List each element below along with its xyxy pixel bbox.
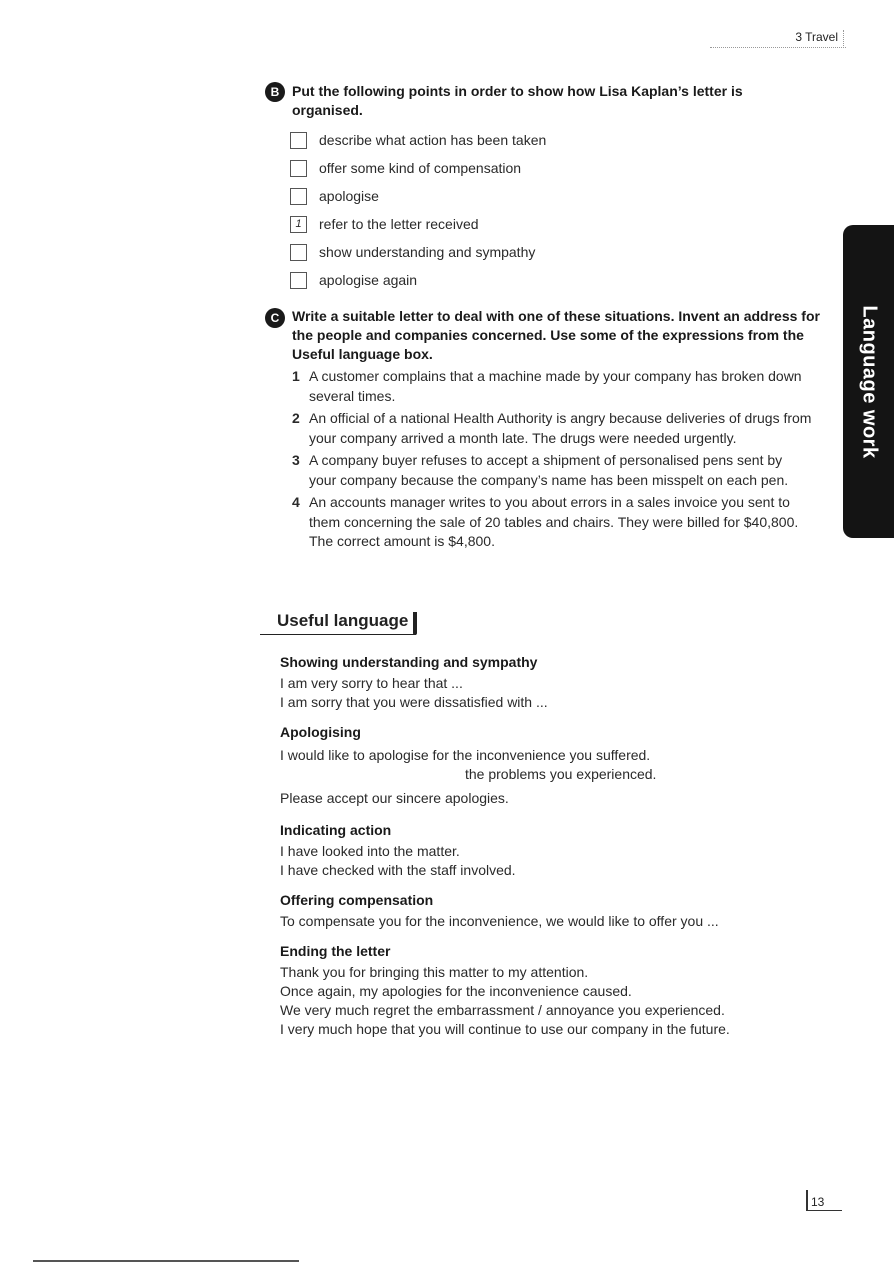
phrase-group-compensation: [280, 892, 840, 931]
phrase-group-sympathy: [280, 654, 840, 712]
item-text: An official of a national Health Authority is angry because deliveries of drugs from your company arrived a month late. The drugs were needed urgently.: [309, 410, 812, 446]
phrase-line: I would like to apologise for the inconvenience you suffered.: [280, 747, 651, 763]
order-checkbox[interactable]: [290, 132, 307, 149]
phrase-line: I have looked into the matter.: [280, 843, 460, 859]
phrase-heading: Apologising: [280, 724, 361, 740]
running-header: 3 Travel: [795, 30, 838, 44]
item-number: 1: [292, 368, 300, 384]
ordering-list: [290, 126, 546, 294]
list-item: [292, 493, 812, 552]
section-c-title: Write a suitable letter to deal with one of these situations. Invent an address for the people and companies concerned. Use some of the expressions from the Useful language box.: [292, 308, 820, 362]
footer-rule: [33, 1260, 299, 1262]
phrase-line: To compensate you for the inconvenience, we would like to offer you ...: [280, 913, 719, 929]
useful-language-title: Useful language: [277, 611, 409, 630]
header-rule: [710, 47, 846, 48]
phrase-heading: Indicating action: [280, 822, 392, 838]
list-item: [290, 182, 546, 210]
item-number: 3: [292, 452, 300, 468]
useful-language-rule: [260, 634, 416, 635]
useful-language-hook: [413, 612, 417, 635]
header-tick: [843, 30, 844, 48]
phrase-heading: Ending the letter: [280, 943, 391, 959]
phrase-line: We very much regret the embarrassment / annoyance you experienced.: [280, 1002, 725, 1018]
list-item-text: apologise: [319, 188, 379, 204]
list-item: [292, 409, 812, 448]
section-c-badge: C: [265, 308, 285, 328]
phrase-line: Once again, my apologies for the inconvenience caused.: [280, 983, 632, 999]
list-item-text: apologise again: [319, 272, 418, 288]
list-item-text: describe what action has been taken: [319, 132, 547, 148]
order-checkbox[interactable]: [290, 160, 307, 177]
page-number: 13: [811, 1195, 825, 1209]
item-text: A customer complains that a machine made by your company has broken down several times.: [309, 368, 802, 404]
list-item-text: show understanding and sympathy: [319, 244, 536, 260]
order-checkbox[interactable]: [290, 244, 307, 261]
list-item: [292, 367, 812, 406]
order-checkbox[interactable]: [290, 188, 307, 205]
phrase-group-ending: [280, 943, 840, 1039]
list-item-text: offer some kind of compensation: [319, 160, 522, 176]
item-number: 2: [292, 410, 300, 426]
list-item: [290, 154, 546, 182]
list-item: [290, 266, 546, 294]
situations-list: [292, 367, 812, 555]
phrase-group-action: [280, 822, 840, 880]
list-item-text: refer to the letter received: [319, 216, 479, 232]
order-checkbox[interactable]: [290, 272, 307, 289]
phrase-line: Thank you for bringing this matter to my attention.: [280, 964, 589, 980]
phrase-line: the problems you experienced.: [465, 766, 657, 782]
item-text: A company buyer refuses to accept a shipment of personalised pens sent by your company because the company’s name has been misspelt on each pen.: [309, 452, 789, 488]
phrase-line: I am very sorry to hear that ...: [280, 675, 463, 691]
list-item: [292, 451, 812, 490]
section-b-badge: B: [265, 82, 285, 102]
phrase-line: Please accept our sincere apologies.: [280, 790, 509, 806]
item-number: 4: [292, 494, 300, 510]
phrase-line: I very much hope that you will continue to use our company in the future.: [280, 1021, 730, 1037]
list-item: [290, 238, 546, 266]
page-number-rule: [806, 1210, 842, 1211]
phrase-line: I am sorry that you were dissatisfied with ...: [280, 694, 548, 710]
order-checkbox[interactable]: 1: [290, 216, 307, 233]
phrase-group-apologising: [280, 724, 840, 808]
section-b-title: Put the following points in order to show how Lisa Kaplan’s letter is organised.: [292, 83, 743, 118]
list-item: [290, 126, 546, 154]
item-text: An accounts manager writes to you about errors in a sales invoice you sent to them concerning the sale of 20 tables and chairs. They were billed for $40,800. The correct amount is $4,800.: [309, 494, 799, 549]
side-tab-label: Language work: [858, 304, 880, 459]
page-number-bar: [806, 1190, 808, 1210]
phrase-heading: Offering compensation: [280, 892, 434, 908]
list-item: [290, 210, 546, 238]
phrase-heading: Showing understanding and sympathy: [280, 654, 538, 670]
phrase-line: I have checked with the staff involved.: [280, 862, 516, 878]
side-tab: [843, 225, 894, 538]
